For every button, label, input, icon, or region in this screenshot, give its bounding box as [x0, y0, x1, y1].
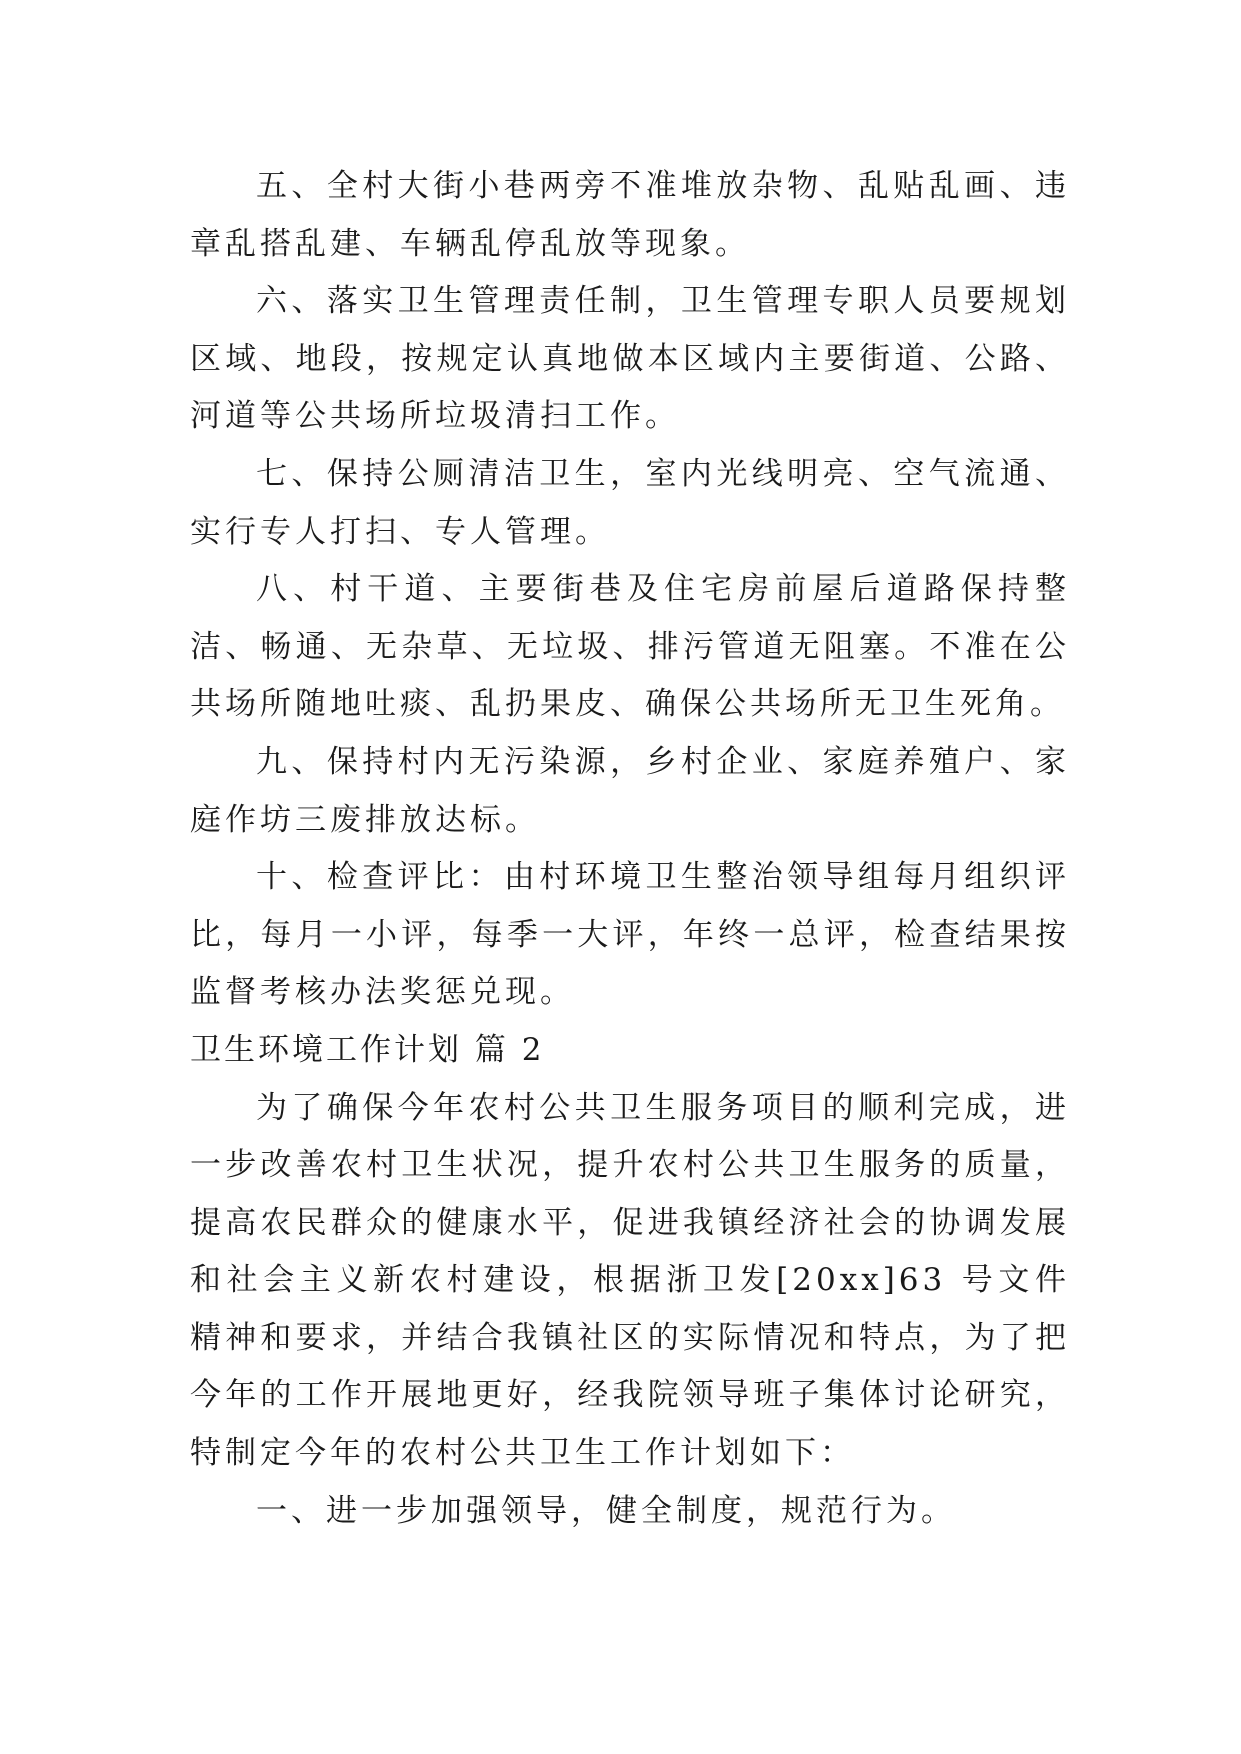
paragraph-item-8: 八、村干道、主要街巷及住宅房前屋后道路保持整洁、畅通、无杂草、无垃圾、排污管道无阻塞。不准在公共场所随地吐痰、乱扔果皮、确保公共场所无卫生死角。	[190, 571, 1070, 723]
paragraph-intro: 为了确保今年农村公共卫生服务项目的顺利完成，进一步改善农村卫生状况，提升农村公共卫生服务的质量，提高农民群众的健康水平，促进我镇经济社会的协调发展和社会主义新农村建设，根据浙卫发[20xx]63 号文件精神和要求，并结合我镇社区的实际情况和特点，为了把今年的工作开展地更好，经我院领导班子集体讨论研究，特制定今年的农村公共卫生工作计划如下：	[190, 1089, 1070, 1472]
document-body	[190, 158, 1070, 1540]
paragraph-item-10: 十、检查评比：由村环境卫生整治领导组每月组织评比，每月一小评，每季一大评，年终一总评，检查结果按监督考核办法奖惩兑现。	[190, 859, 1070, 1011]
paragraph-item-1: 一、进一步加强领导，健全制度，规范行为。	[256, 1492, 956, 1529]
section-heading: 卫生环境工作计划 篇 2	[190, 1031, 545, 1068]
paragraph-item-7: 七、保持公厕清洁卫生，室内光线明亮、空气流通、实行专人打扫、专人管理。	[190, 455, 1070, 550]
paragraph-item-6: 六、落实卫生管理责任制，卫生管理专职人员要规划区域、地段，按规定认真地做本区域内主要街道、公路、河道等公共场所垃圾清扫工作。	[190, 283, 1070, 435]
paragraph-item-5: 五、全村大街小巷两旁不准堆放杂物、乱贴乱画、违章乱搭乱建、车辆乱停乱放等现象。	[190, 168, 1070, 262]
paragraph-item-9: 九、保持村内无污染源，乡村企业、家庭养殖户、家庭作坊三废排放达标。	[190, 743, 1070, 838]
